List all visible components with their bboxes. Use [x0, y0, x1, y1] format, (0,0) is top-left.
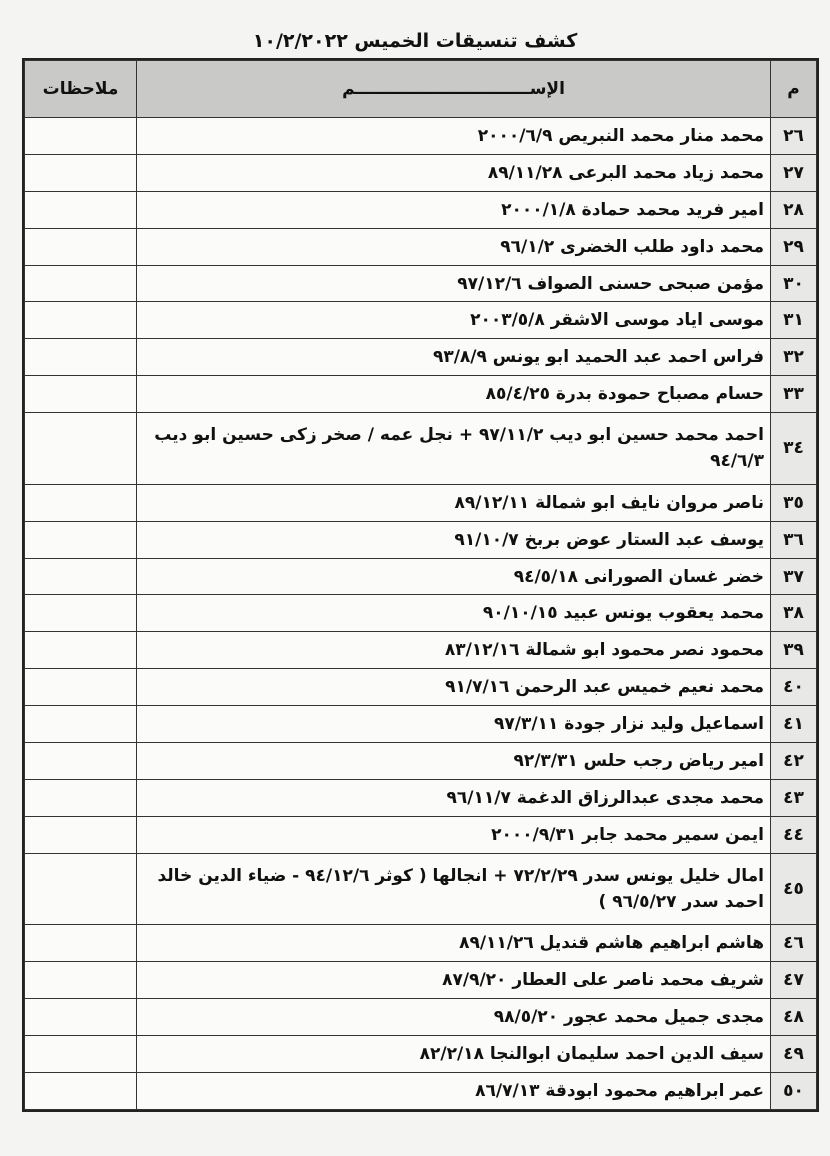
row-notes [25, 999, 137, 1036]
row-notes [25, 669, 137, 706]
row-name: احمد محمد حسين ابو ديب ٩٧/١١/٢ + نجل عمه / صخر زكى حسين ابو ديب ٩٤/٦/٣ [137, 413, 771, 485]
row-number: ٤٨ [771, 999, 817, 1036]
row-notes [25, 1072, 137, 1109]
row-name: محمد يعقوب يونس عبيد ٩٠/١٠/١٥ [137, 595, 771, 632]
row-name: موسى اياد موسى الاشقر ٢٠٠٣/٥/٨ [137, 302, 771, 339]
table-row [25, 376, 817, 413]
row-number: ٢٦ [771, 118, 817, 155]
row-name: يوسف عبد الستار عوض بربخ ٩١/١٠/٧ [137, 521, 771, 558]
table-row [25, 521, 817, 558]
row-number: ٤٧ [771, 962, 817, 999]
row-notes [25, 376, 137, 413]
table-row [25, 925, 817, 962]
table-row [25, 413, 817, 485]
table-row [25, 302, 817, 339]
table-row [25, 816, 817, 853]
row-notes [25, 816, 137, 853]
row-name: شريف محمد ناصر على العطار ٨٧/٩/٢٠ [137, 962, 771, 999]
row-notes [25, 632, 137, 669]
row-number: ٣٣ [771, 376, 817, 413]
row-number: ٤١ [771, 706, 817, 743]
row-number: ٤٣ [771, 779, 817, 816]
row-notes [25, 962, 137, 999]
row-name: محمد زياد محمد البرعى ٨٩/١١/٢٨ [137, 154, 771, 191]
row-notes [25, 925, 137, 962]
row-number: ٣٠ [771, 265, 817, 302]
row-number: ٣٢ [771, 339, 817, 376]
names-table [24, 60, 817, 1110]
row-notes [25, 706, 137, 743]
row-number: ٢٨ [771, 191, 817, 228]
row-name: هاشم ابراهيم هاشم قنديل ٨٩/١١/٢٦ [137, 925, 771, 962]
row-notes [25, 1036, 137, 1073]
table-row [25, 558, 817, 595]
row-number: ٤٥ [771, 853, 817, 925]
row-name: فراس احمد عبد الحميد ابو يونس ٩٣/٨/٩ [137, 339, 771, 376]
row-name: محمد داود طلب الخضرى ٩٦/١/٢ [137, 228, 771, 265]
header-number: م [771, 61, 817, 118]
row-number: ٣٩ [771, 632, 817, 669]
row-notes [25, 743, 137, 780]
table-row [25, 669, 817, 706]
row-number: ٢٩ [771, 228, 817, 265]
row-name: محمود نصر محمود ابو شمالة ٨٣/١٢/١٦ [137, 632, 771, 669]
row-notes [25, 265, 137, 302]
row-number: ٣٧ [771, 558, 817, 595]
row-name: اسماعيل وليد نزار جودة ٩٧/٣/١١ [137, 706, 771, 743]
row-name: خضر غسان الصورانى ٩٤/٥/١٨ [137, 558, 771, 595]
table-row [25, 1072, 817, 1109]
row-name: امال خليل يونس سدر ٧٢/٢/٢٩ + انجالها ( كوثر ٩٤/١٢/٦ - ضياء الدين خالد احمد سدر ٩٦/٥/٢٧ ) [137, 853, 771, 925]
row-notes [25, 595, 137, 632]
row-name: مجدى جميل محمد عجور ٩٨/٥/٢٠ [137, 999, 771, 1036]
row-notes [25, 558, 137, 595]
row-notes [25, 191, 137, 228]
row-number: ٣١ [771, 302, 817, 339]
table-row [25, 632, 817, 669]
table-row [25, 228, 817, 265]
table-row [25, 743, 817, 780]
page-title: كشف تنسيقات الخميس ١٠/٢/٢٠٢٢ [252, 30, 578, 52]
row-notes [25, 779, 137, 816]
row-number: ٤٤ [771, 816, 817, 853]
row-name: حسام مصباح حمودة بدرة ٨٥/٤/٢٥ [137, 376, 771, 413]
table-row [25, 154, 817, 191]
table-row [25, 118, 817, 155]
row-notes [25, 118, 137, 155]
table-body [25, 118, 817, 1110]
table-row [25, 999, 817, 1036]
row-notes [25, 228, 137, 265]
row-number: ٣٨ [771, 595, 817, 632]
table-row [25, 339, 817, 376]
row-name: سيف الدين احمد سليمان ابوالنجا ٨٢/٢/١٨ [137, 1036, 771, 1073]
table-row [25, 191, 817, 228]
header-notes: ملاحظات [25, 61, 137, 118]
row-notes [25, 853, 137, 925]
row-number: ٣٤ [771, 413, 817, 485]
row-name: امير رياض رجب حلس ٩٢/٣/٣١ [137, 743, 771, 780]
table-row [25, 595, 817, 632]
row-name: امير فريد محمد حمادة ٢٠٠٠/١/٨ [137, 191, 771, 228]
table-row [25, 706, 817, 743]
row-name: مؤمن صبحى حسنى الصواف ٩٧/١٢/٦ [137, 265, 771, 302]
row-number: ٤٢ [771, 743, 817, 780]
row-name: عمر ابراهيم محمود ابودقة ٨٦/٧/١٣ [137, 1072, 771, 1109]
row-number: ٤٦ [771, 925, 817, 962]
row-number: ٤٠ [771, 669, 817, 706]
header-name: الإســــــــــــــــــــــــــــــم [137, 61, 771, 118]
table-row [25, 779, 817, 816]
names-table-container [22, 58, 819, 1112]
row-notes [25, 154, 137, 191]
table-header-row [25, 61, 817, 118]
table-row [25, 265, 817, 302]
table-row [25, 853, 817, 925]
row-notes [25, 484, 137, 521]
row-name: محمد مجدى عبدالرزاق الدغمة ٩٦/١١/٧ [137, 779, 771, 816]
row-notes [25, 413, 137, 485]
row-name: محمد نعيم خميس عبد الرحمن ٩١/٧/١٦ [137, 669, 771, 706]
row-notes [25, 339, 137, 376]
row-notes [25, 302, 137, 339]
row-name: محمد منار محمد النبريص ٢٠٠٠/٦/٩ [137, 118, 771, 155]
row-number: ٤٩ [771, 1036, 817, 1073]
table-row [25, 962, 817, 999]
row-number: ٥٠ [771, 1072, 817, 1109]
row-notes [25, 521, 137, 558]
table-row [25, 484, 817, 521]
row-number: ٣٦ [771, 521, 817, 558]
row-name: ايمن سمير محمد جابر ٢٠٠٠/٩/٣١ [137, 816, 771, 853]
row-number: ٣٥ [771, 484, 817, 521]
table-row [25, 1036, 817, 1073]
row-number: ٢٧ [771, 154, 817, 191]
row-name: ناصر مروان نايف ابو شمالة ٨٩/١٢/١١ [137, 484, 771, 521]
